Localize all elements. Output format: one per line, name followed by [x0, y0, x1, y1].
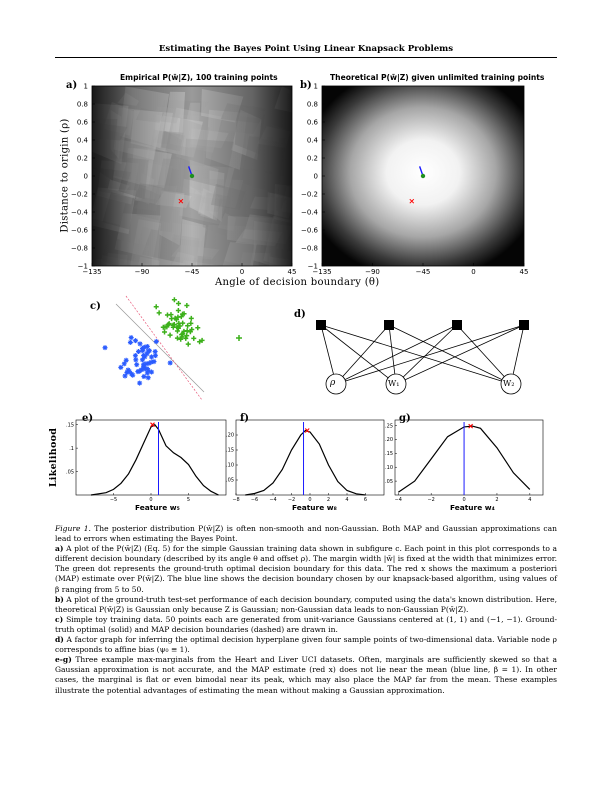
blue-star-point [130, 373, 135, 378]
ytick-label: 1 [83, 82, 88, 91]
factor-edge [396, 325, 457, 384]
blue-star-point [142, 345, 147, 350]
green-cross-point [186, 342, 191, 347]
xtick-label: 2 [495, 497, 499, 503]
xtick-label: 0 [462, 497, 466, 503]
ytick-label: 0.2 [76, 154, 88, 163]
likelihood-curve [245, 431, 365, 496]
xtick-label: −90 [134, 268, 150, 276]
blue-star-point [138, 341, 143, 346]
variable-node [326, 374, 346, 394]
ytick-label: −1 [307, 262, 318, 271]
green-cross-point [176, 301, 181, 306]
green-cross-point [169, 316, 174, 321]
xtick-label: −45 [415, 268, 431, 276]
ytick-label: 0 [313, 172, 318, 181]
heatmap-patch [219, 260, 256, 318]
node-label-w1: W₁ [388, 379, 400, 388]
caption-intro [55, 524, 557, 544]
green-cross-point [165, 312, 170, 317]
ytick-label: 0.2 [306, 154, 318, 163]
green-cross-point [172, 297, 177, 302]
factor-node [519, 320, 529, 330]
factor-node [452, 320, 462, 330]
factor-node [384, 320, 394, 330]
panel-d-label: d) [294, 309, 306, 320]
node-label-w2: W₂ [503, 379, 515, 388]
blue-star-point [153, 353, 158, 358]
caption-a-label: a) [55, 544, 64, 554]
green-cross-point [176, 308, 181, 313]
blue-star-point [140, 357, 145, 362]
green-cross-point [154, 304, 159, 309]
ytick-label: −1 [77, 262, 88, 271]
ytick-label: −0.6 [71, 226, 88, 235]
blue-star-point [149, 360, 154, 365]
ytick-label: .10 [226, 462, 234, 469]
blue-star-point [129, 335, 134, 340]
caption-intro-text: The posterior distribution P(w̄|Z) is often non-smooth and non-Gaussian. Both MAP and Gaussian approximations can lead to errors when estimating the Bayes Point. [55, 524, 558, 544]
ytick-label: −0.8 [301, 244, 318, 253]
ytick-label: .05 [66, 469, 74, 476]
ytick-label: .15 [226, 447, 234, 454]
ytick-label: 1 [313, 82, 318, 91]
caption-d [55, 635, 557, 655]
factor-edge [336, 325, 524, 384]
ytick-label: 0.6 [306, 118, 318, 127]
blue-star-point [103, 345, 108, 350]
blue-star-point [128, 340, 133, 345]
panel-e-label: e) [82, 413, 94, 424]
panel-b-title: Theoretical P(w̄|Z) given unlimited training points [330, 73, 545, 82]
panel-a-title: Empirical P(w̄|Z), 100 training points [120, 73, 278, 82]
running-header: Estimating the Bayes Point Using Linear Knapsack Problems [158, 44, 454, 54]
ytick-label: .15 [385, 451, 393, 458]
xtick-label: −8 [232, 497, 240, 503]
ylabel-eg: Likelihood [48, 427, 60, 488]
ytick-label: .20 [385, 437, 393, 444]
xtick-label: 4 [345, 497, 349, 503]
ytick-label: .20 [226, 432, 234, 439]
caption-c-label: c) [55, 614, 64, 624]
green-cross-point [195, 325, 200, 330]
green-cross-point [191, 336, 196, 341]
ytick-label: 0.8 [76, 100, 88, 109]
caption-eg-text: Three example max-marginals from the Heart and Liver UCI datasets. Often, marginals are sufficiently skewed so that a Gaussian approximation is not accurate, and the MAP estimate (red x) does not lie near the mean (blue line, β = 1). In other cases, the marginal is flat or even bimodal near its peak, which may also place the MAP far from the mean. These examples illustrate the potential advantages of estimating the mean without making a Gaussian approximation. [55, 655, 557, 695]
blue-star-point [133, 338, 138, 343]
factor-node [316, 320, 326, 330]
xtick-label: −135 [82, 268, 102, 276]
xtick-label: 0 [149, 497, 153, 503]
xtick-label: 0 [471, 268, 476, 276]
xtick-label: −2 [287, 497, 296, 503]
ytick-label: −0.4 [301, 208, 318, 217]
ytick-label: .15 [66, 422, 74, 429]
ytick-label: .05 [226, 477, 234, 484]
blue-star-point [154, 339, 159, 344]
panel-a-label: a) [66, 80, 78, 91]
ytick-label: .1 [69, 445, 74, 452]
panel-c-label: c) [90, 301, 101, 312]
ytick-label: −0.4 [71, 208, 88, 217]
ytick-label: 0.4 [76, 136, 88, 145]
ytick-label: 0 [83, 172, 88, 181]
blue-star-point [141, 366, 146, 371]
xtick-label: 6 [363, 497, 368, 503]
green-cross-point [189, 316, 194, 321]
caption-d-text: A factor graph for inferring the optimal decision hyperplane given four sample points of two-dimensional data. Variable node ρ corresponds to affine bias (ψ₀ ≡ 1). [55, 635, 557, 655]
caption-b-text: A plot of the ground-truth test-set performance of each decision boundary, computed using the data's known distribution. Here, theoretical P(w̄|Z) is Gaussian only because Z is Gaussian; non-Gaussian data leads to non-Gaussian P(w̄|Z). [55, 594, 557, 614]
panel-f-label: f) [240, 413, 250, 424]
ytick-label: .05 [385, 478, 393, 485]
caption-c [55, 615, 557, 635]
xtick-label: 0 [239, 268, 245, 276]
factor-edge [457, 325, 511, 384]
xtick-label: 5 [186, 497, 191, 503]
xtick-label: −135 [312, 268, 332, 276]
ytick-label: −0.6 [301, 226, 318, 235]
blue-star-point [146, 375, 151, 380]
xtick-label: 0 [308, 497, 312, 503]
blue-star-point [168, 360, 173, 365]
caption-b [55, 595, 557, 615]
caption-a [55, 544, 557, 594]
xlabel-f: Feature w₈ [292, 503, 337, 512]
blue-star-point [136, 349, 141, 354]
xtick-label: −4 [269, 497, 277, 503]
node-label-rho: ρ [330, 378, 336, 388]
panel-c-scatter [103, 296, 242, 400]
caption-a-text: A plot of the P(w̄|Z) (Eq. 5) for the simple Gaussian training data shown in subfigure c. Each point in this plot corresponds to a different decision boundary (described by its angle θ and offset ρ). The margin width |w̄| is fixed at the width that minimizes error. The green dot represents the ground-truth optimal decision boundary for this data. The red x shows the maximum a posteriori (MAP) estimate over P(w̄|Z). The blue line shows the decision boundary chosen by our knapsack-based algorithm, using values of β ranging from 5 to 50. [55, 544, 558, 594]
xtick-label: 45 [287, 268, 297, 276]
map-boundary-line [126, 296, 202, 400]
caption-eg [55, 655, 557, 695]
blue-star-point [146, 368, 151, 373]
xtick-label: 45 [519, 268, 529, 276]
ylabel-ab: Distance to origin (ρ) [59, 118, 71, 233]
green-cross-point [236, 335, 242, 341]
likelihood-curve [91, 425, 219, 495]
xtick-label: −6 [250, 497, 259, 503]
blue-star-point [127, 369, 132, 374]
optimal-green-dot [421, 174, 425, 178]
ytick-label: .25 [385, 423, 393, 430]
ytick-label: −0.8 [71, 244, 88, 253]
chart-frame [76, 420, 226, 495]
chart-frame [236, 420, 384, 495]
caption-b-label: b) [55, 594, 64, 604]
ytick-label: 0.6 [76, 118, 88, 127]
xtick-label: −2 [427, 497, 435, 503]
blue-star-point [134, 362, 139, 367]
caption-c-text: Simple toy training data. 50 points each are generated from unit-variance Gaussians centered at (1, 1) and (−1, −1). Ground-truth optimal (solid) and MAP decision boundaries (dashed) are drawn in. [55, 614, 557, 634]
caption-d-label: d) [55, 635, 64, 645]
blue-star-point [124, 358, 129, 363]
caption-fig-label: Figure 1. [55, 524, 91, 533]
ytick-label: −0.2 [301, 190, 318, 199]
xlabel-e: Feature w₅ [135, 503, 180, 512]
panel-g-label: g) [399, 413, 411, 424]
green-cross-point [175, 328, 180, 333]
xtick-label: −4 [394, 497, 402, 503]
figure-caption [55, 524, 557, 696]
panel-b-label: b) [300, 80, 312, 91]
xlabel-ab: Angle of decision boundary (θ) [215, 277, 380, 288]
xtick-label: −45 [184, 268, 200, 276]
xlabel-g: Feature w₄ [450, 503, 495, 512]
xtick-label: −90 [365, 268, 380, 276]
green-cross-point [162, 329, 167, 334]
green-cross-point [184, 303, 189, 308]
factor-edge [389, 325, 511, 384]
green-cross-point [168, 333, 173, 338]
ytick-label: 0.8 [306, 100, 318, 109]
optimal-green-dot [190, 174, 194, 178]
blue-star-point [137, 381, 142, 386]
chart-frame [395, 420, 543, 495]
ytick-label: 0.4 [306, 136, 318, 145]
green-cross-point [157, 310, 162, 315]
xtick-label: −5 [109, 497, 118, 503]
xtick-label: 2 [326, 497, 331, 503]
factor-edge [336, 325, 389, 384]
ytick-label: .10 [385, 464, 393, 471]
blue-star-point [133, 357, 138, 362]
xtick-label: 4 [528, 497, 532, 503]
ytick-label: −0.2 [71, 190, 88, 199]
caption-eg-label: e-g) [55, 655, 72, 665]
panel-d-factor-graph [316, 320, 529, 394]
